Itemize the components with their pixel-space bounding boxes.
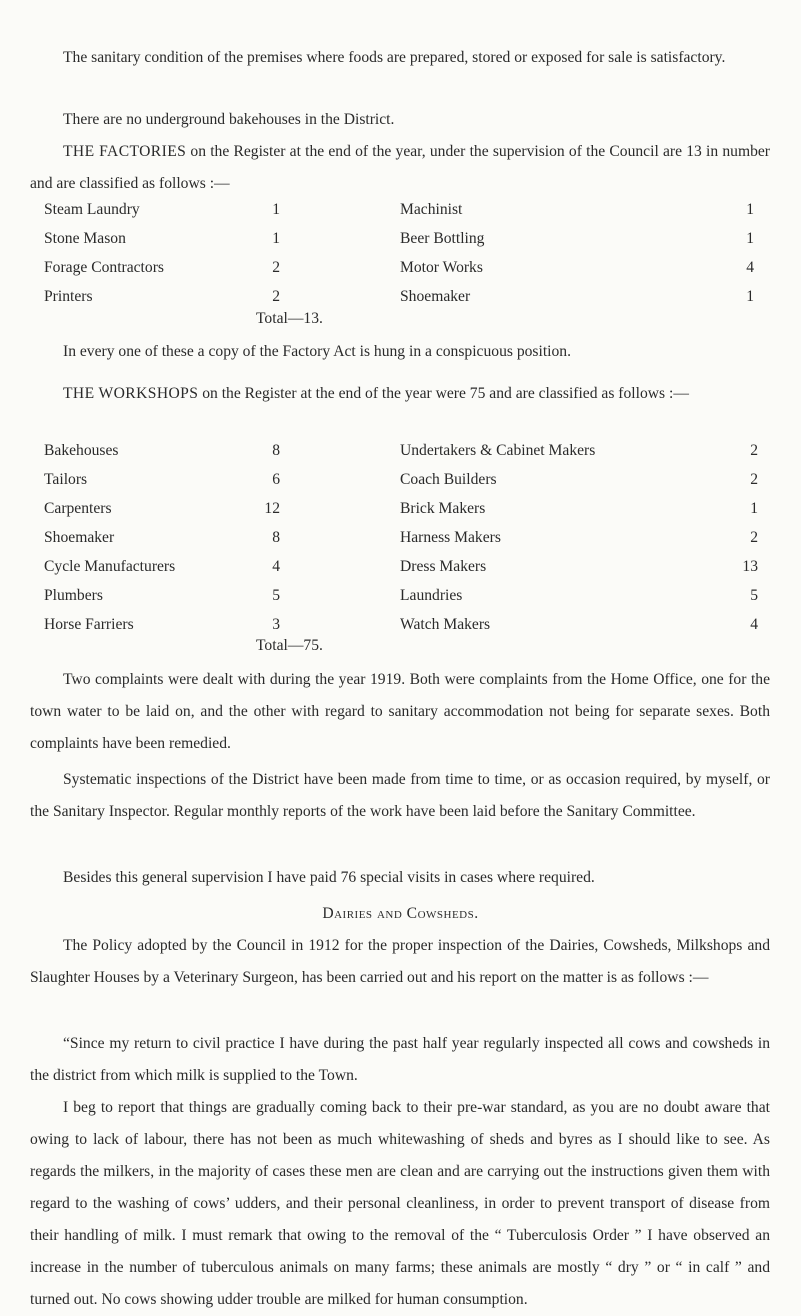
workshop-row: Bakehouses 8 Undertakers & Cabinet Makers 2 — [44, 442, 758, 459]
factory-row: Forage Contractors 2 Motor Works 4 — [44, 259, 754, 276]
workshop-row: Tailors 6 Coach Builders 2 — [44, 471, 758, 488]
workshops-total: Total—75. — [256, 637, 323, 654]
factory-act-note: In every one of these a copy of the Factory Act is hung in a conspicuous position. — [63, 343, 571, 360]
bakehouses-paragraph: There are no underground bakehouses in the District. — [63, 111, 395, 128]
dairies-heading: Dairies and Cowsheds. — [322, 905, 479, 922]
special-visits-paragraph: Besides this general supervision I have paid 76 special visits in cases where required. — [63, 869, 595, 886]
veterinary-report-quote-1: “Since my return to civil practice I have during the past half year regularly inspected all cows and cowsheds in the district from which milk is supplied to the Town. — [30, 1035, 770, 1084]
workshop-row: Cycle Manufacturers 4 Dress Makers 13 — [44, 558, 758, 575]
factories-total: Total—13. — [256, 310, 323, 327]
workshops-paragraph: THE WORKSHOPS on the Register at the end of the year were 75 and are classified as follows :— — [63, 385, 689, 402]
sanitary-paragraph: The sanitary condition of the premises where foods are prepared, stored or exposed for sale is satisfactory. — [63, 49, 726, 66]
complaints-paragraph: Two complaints were dealt with during the year 1919. Both were complaints from the Home Office, one for the town water to be laid on, and the other with regard to sanitary accommodation not being for separate sexes. Both complaints have been remedied. — [30, 671, 770, 752]
workshop-row: Shoemaker 8 Harness Makers 2 — [44, 529, 758, 546]
factories-lead: THE FACTORIES — [63, 143, 187, 160]
factories-paragraph: THE FACTORIES on the Register at the end of the year, under the supervision of the Council are 13 in number and are classified as follows :— — [30, 143, 770, 192]
dairies-policy-paragraph: The Policy adopted by the Council in 1912 for the proper inspection of the Dairies, Cowsheds, Milkshops and Slaughter Houses by a Veterinary Surgeon, has been carried out and his report on the matter is as follows :— — [30, 937, 770, 986]
workshop-row: Plumbers 5 Laundries 5 — [44, 587, 758, 604]
workshop-row: Horse Farriers 3 Watch Makers 4 — [44, 616, 758, 633]
factory-row: Stone Mason 1 Beer Bottling 1 — [44, 230, 754, 247]
workshop-row: Carpenters 12 Brick Makers 1 — [44, 500, 758, 517]
veterinary-report-quote-2: I beg to report that things are gradually coming back to their pre-war standard, as you are no doubt aware that owing to lack of labour, there has not been as much whitewashing of sheds and byres as I should like to see. As regards the milkers, in the majority of cases these men are clean and are carrying out the instructions given them with regard to the washing of cows’ udders, and their personal cleanliness, in order to prevent transport of disease from their handling of milk. I must remark that owing to the removal of the “ Tuberculosis Order ” I have observed an increase in the number of tuberculous animals on many farms; these animals are mostly “ dry ” or “ in calf ” and turned out. No cows showing udder trouble are milked for human consumption. — [30, 1099, 770, 1308]
factory-row: Printers 2 Shoemaker 1 — [44, 288, 754, 305]
inspections-paragraph: Systematic inspections of the District have been made from time to time, or as occasion required, by myself, or the Sanitary Inspector. Regular monthly reports of the work have been laid before the Sanitary Committee. — [30, 771, 770, 820]
workshops-lead: THE WORKSHOPS — [63, 385, 199, 402]
factory-row: Steam Laundry 1 Machinist 1 — [44, 201, 754, 218]
